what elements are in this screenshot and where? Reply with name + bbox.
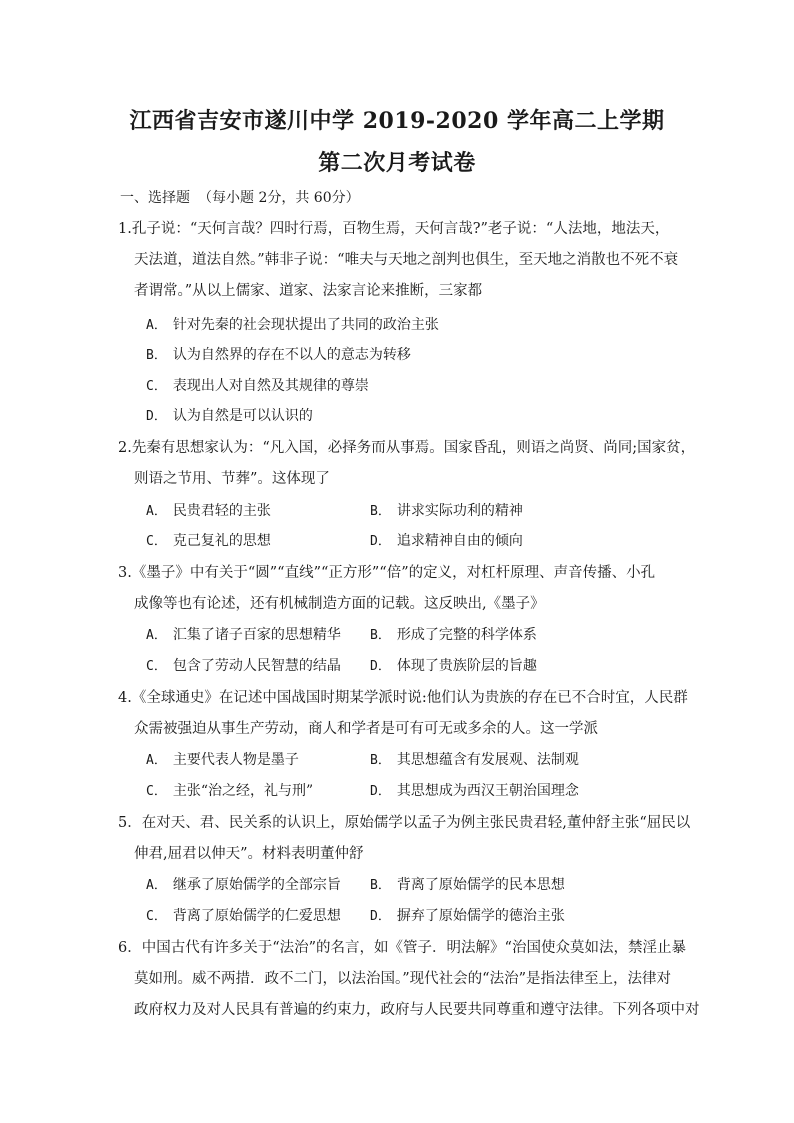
question-4-option-b[interactable]: [370, 749, 579, 769]
option-letter: B．: [370, 504, 391, 519]
question-1: [118, 214, 678, 307]
option-text: 讲求实际功利的精神: [396, 503, 523, 519]
option-text: 认为自然界的存在不以人的意志为转移: [172, 347, 411, 363]
question-6-stem-line: 6．中国古代有许多关于“法治”的名言，如《管子．明法解》“治国使众莫如法，禁淫止暴: [118, 940, 686, 956]
option-letter: D．: [146, 409, 167, 424]
option-letter: C．: [146, 909, 167, 924]
option-letter: C．: [146, 659, 167, 674]
question-3-option-d[interactable]: [370, 655, 537, 675]
option-letter: A．: [146, 318, 167, 333]
option-letter: B．: [146, 348, 167, 363]
question-2: [118, 433, 696, 495]
question-5-option-b[interactable]: [370, 874, 565, 894]
question-5-option-d[interactable]: [370, 905, 565, 925]
section-heading: [120, 187, 360, 207]
question-3-stem-line: 成像等也有论述，还有机械制造方面的记载。这反映出,《墨子》: [134, 596, 545, 612]
section-heading-note: （每小题 2分，共 60分）: [198, 190, 360, 206]
question-1-option-d[interactable]: [146, 405, 313, 425]
option-text: 认为自然是可以认识的: [172, 408, 313, 424]
option-letter: C．: [146, 379, 167, 394]
option-text: 主张“治之经，礼与刑”: [172, 783, 314, 799]
section-heading-label: 一、选择题: [120, 190, 190, 206]
option-letter: D．: [370, 784, 391, 799]
question-6-stem-line: 莫如刑。威不两措．政不二门，以法治国。”现代社会的“法治”是指法律至上，法律对: [134, 971, 671, 987]
question-3: [118, 558, 678, 620]
question-4-stem-line: 4.《全球通史》在记述中国战国时期某学派时说:他们认为贵族的存在已不合时宜，人民群: [118, 690, 688, 706]
question-5-option-a[interactable]: [146, 874, 341, 894]
question-3-option-c[interactable]: [146, 655, 341, 675]
option-text: 克己复礼的思想: [172, 533, 271, 549]
option-letter: B．: [370, 628, 391, 643]
question-2-option-a[interactable]: [146, 500, 271, 520]
option-text: 民贵君轻的主张: [172, 503, 271, 519]
question-5-stem-line: 伸君,屈君以伸天”。材料表明董仲舒: [134, 846, 364, 862]
option-letter: C．: [146, 784, 167, 799]
exam-title-line2: 第二次月考试卷: [318, 150, 476, 176]
option-text: 汇集了诸子百家的思想精华: [172, 627, 341, 643]
option-letter: A．: [146, 878, 167, 893]
option-text: 包含了劳动人民智慧的结晶: [172, 658, 341, 674]
option-text: 继承了原始儒学的全部宗旨: [172, 877, 341, 893]
question-2-option-d[interactable]: [370, 530, 523, 550]
option-text: 针对先秦的社会现状提出了共同的政治主张: [172, 317, 439, 333]
question-4-option-a[interactable]: [146, 749, 299, 769]
question-1-stem-line: 者谓常。”从以上儒家、道家、法家言论来推断，三家都: [134, 283, 483, 299]
question-6-stem-line: 政府权力及对人民具有普遍的约束力，政府与人民要共同尊重和遵守法律。下列各项中对: [134, 1002, 700, 1018]
question-1-stem-line: 天法道，道法自然。”韩非子说：“唯夫与天地之剖判也俱生，至天地之消散也不死不衰: [134, 252, 679, 268]
option-text: 背离了原始儒学的仁爱思想: [172, 908, 341, 924]
question-1-option-c[interactable]: [146, 375, 369, 395]
option-text: 摒弃了原始儒学的德治主张: [396, 908, 565, 924]
option-letter: C．: [146, 534, 167, 549]
exam-title-line1: 江西省吉安市遂川中学 2019-2020 学年高二上学期: [129, 108, 665, 134]
option-text: 追求精神自由的倾向: [396, 533, 523, 549]
option-text: 体现了贵族阶层的旨趣: [396, 658, 537, 674]
question-6: [118, 933, 700, 1026]
option-text: 主要代表人物是墨子: [172, 752, 299, 768]
question-2-stem-line: 则语之节用、节葬”。这体现了: [134, 471, 330, 487]
question-1-stem-line: 1.孔子说：“天何言哉？四时行焉，百物生焉，天何言哉?”老子说：“人法地，地法天，: [118, 221, 670, 237]
option-text: 其思想蕴含有发展观、法制观: [396, 752, 579, 768]
option-text: 形成了完整的科学体系: [396, 627, 537, 643]
question-4-option-c[interactable]: [146, 780, 313, 800]
question-3-option-b[interactable]: [370, 624, 537, 644]
question-3-option-a[interactable]: [146, 624, 341, 644]
option-letter: A．: [146, 504, 167, 519]
question-3-stem-line: 3.《墨子》中有关于“圆”“直线”“正方形”“倍”的定义，对杠杆原理、声音传播、小孔: [118, 565, 656, 581]
option-text: 其思想成为西汉王朝治国理念: [396, 783, 579, 799]
option-letter: D．: [370, 909, 391, 924]
question-1-option-b[interactable]: [146, 344, 411, 364]
option-letter: D．: [370, 534, 391, 549]
question-2-option-c[interactable]: [146, 530, 271, 550]
option-letter: B．: [370, 753, 391, 768]
option-letter: B．: [370, 878, 391, 893]
option-letter: D．: [370, 659, 391, 674]
question-2-option-b[interactable]: [370, 500, 523, 520]
question-5: [118, 808, 691, 870]
question-4: [118, 683, 688, 745]
question-2-stem-line: 2.先秦有思想家认为：“凡入国，必择务而从事焉。国家昏乱，则语之尚贤、尚同;国家贫，: [118, 440, 696, 456]
question-5-stem-line: 5．在对天、君、民关系的认识上，原始儒学以孟子为例主张民贵君轻,董仲舒主张“屈民以: [118, 815, 691, 831]
question-1-option-a[interactable]: [146, 314, 439, 334]
option-letter: A．: [146, 753, 167, 768]
question-4-option-d[interactable]: [370, 780, 579, 800]
option-letter: A．: [146, 628, 167, 643]
option-text: 表现出人对自然及其规律的尊崇: [172, 378, 369, 394]
question-4-stem-line: 众需被强迫从事生产劳动，商人和学者是可有可无或多余的人。这一学派: [134, 721, 598, 737]
question-5-option-c[interactable]: [146, 905, 341, 925]
option-text: 背离了原始儒学的民本思想: [396, 877, 565, 893]
